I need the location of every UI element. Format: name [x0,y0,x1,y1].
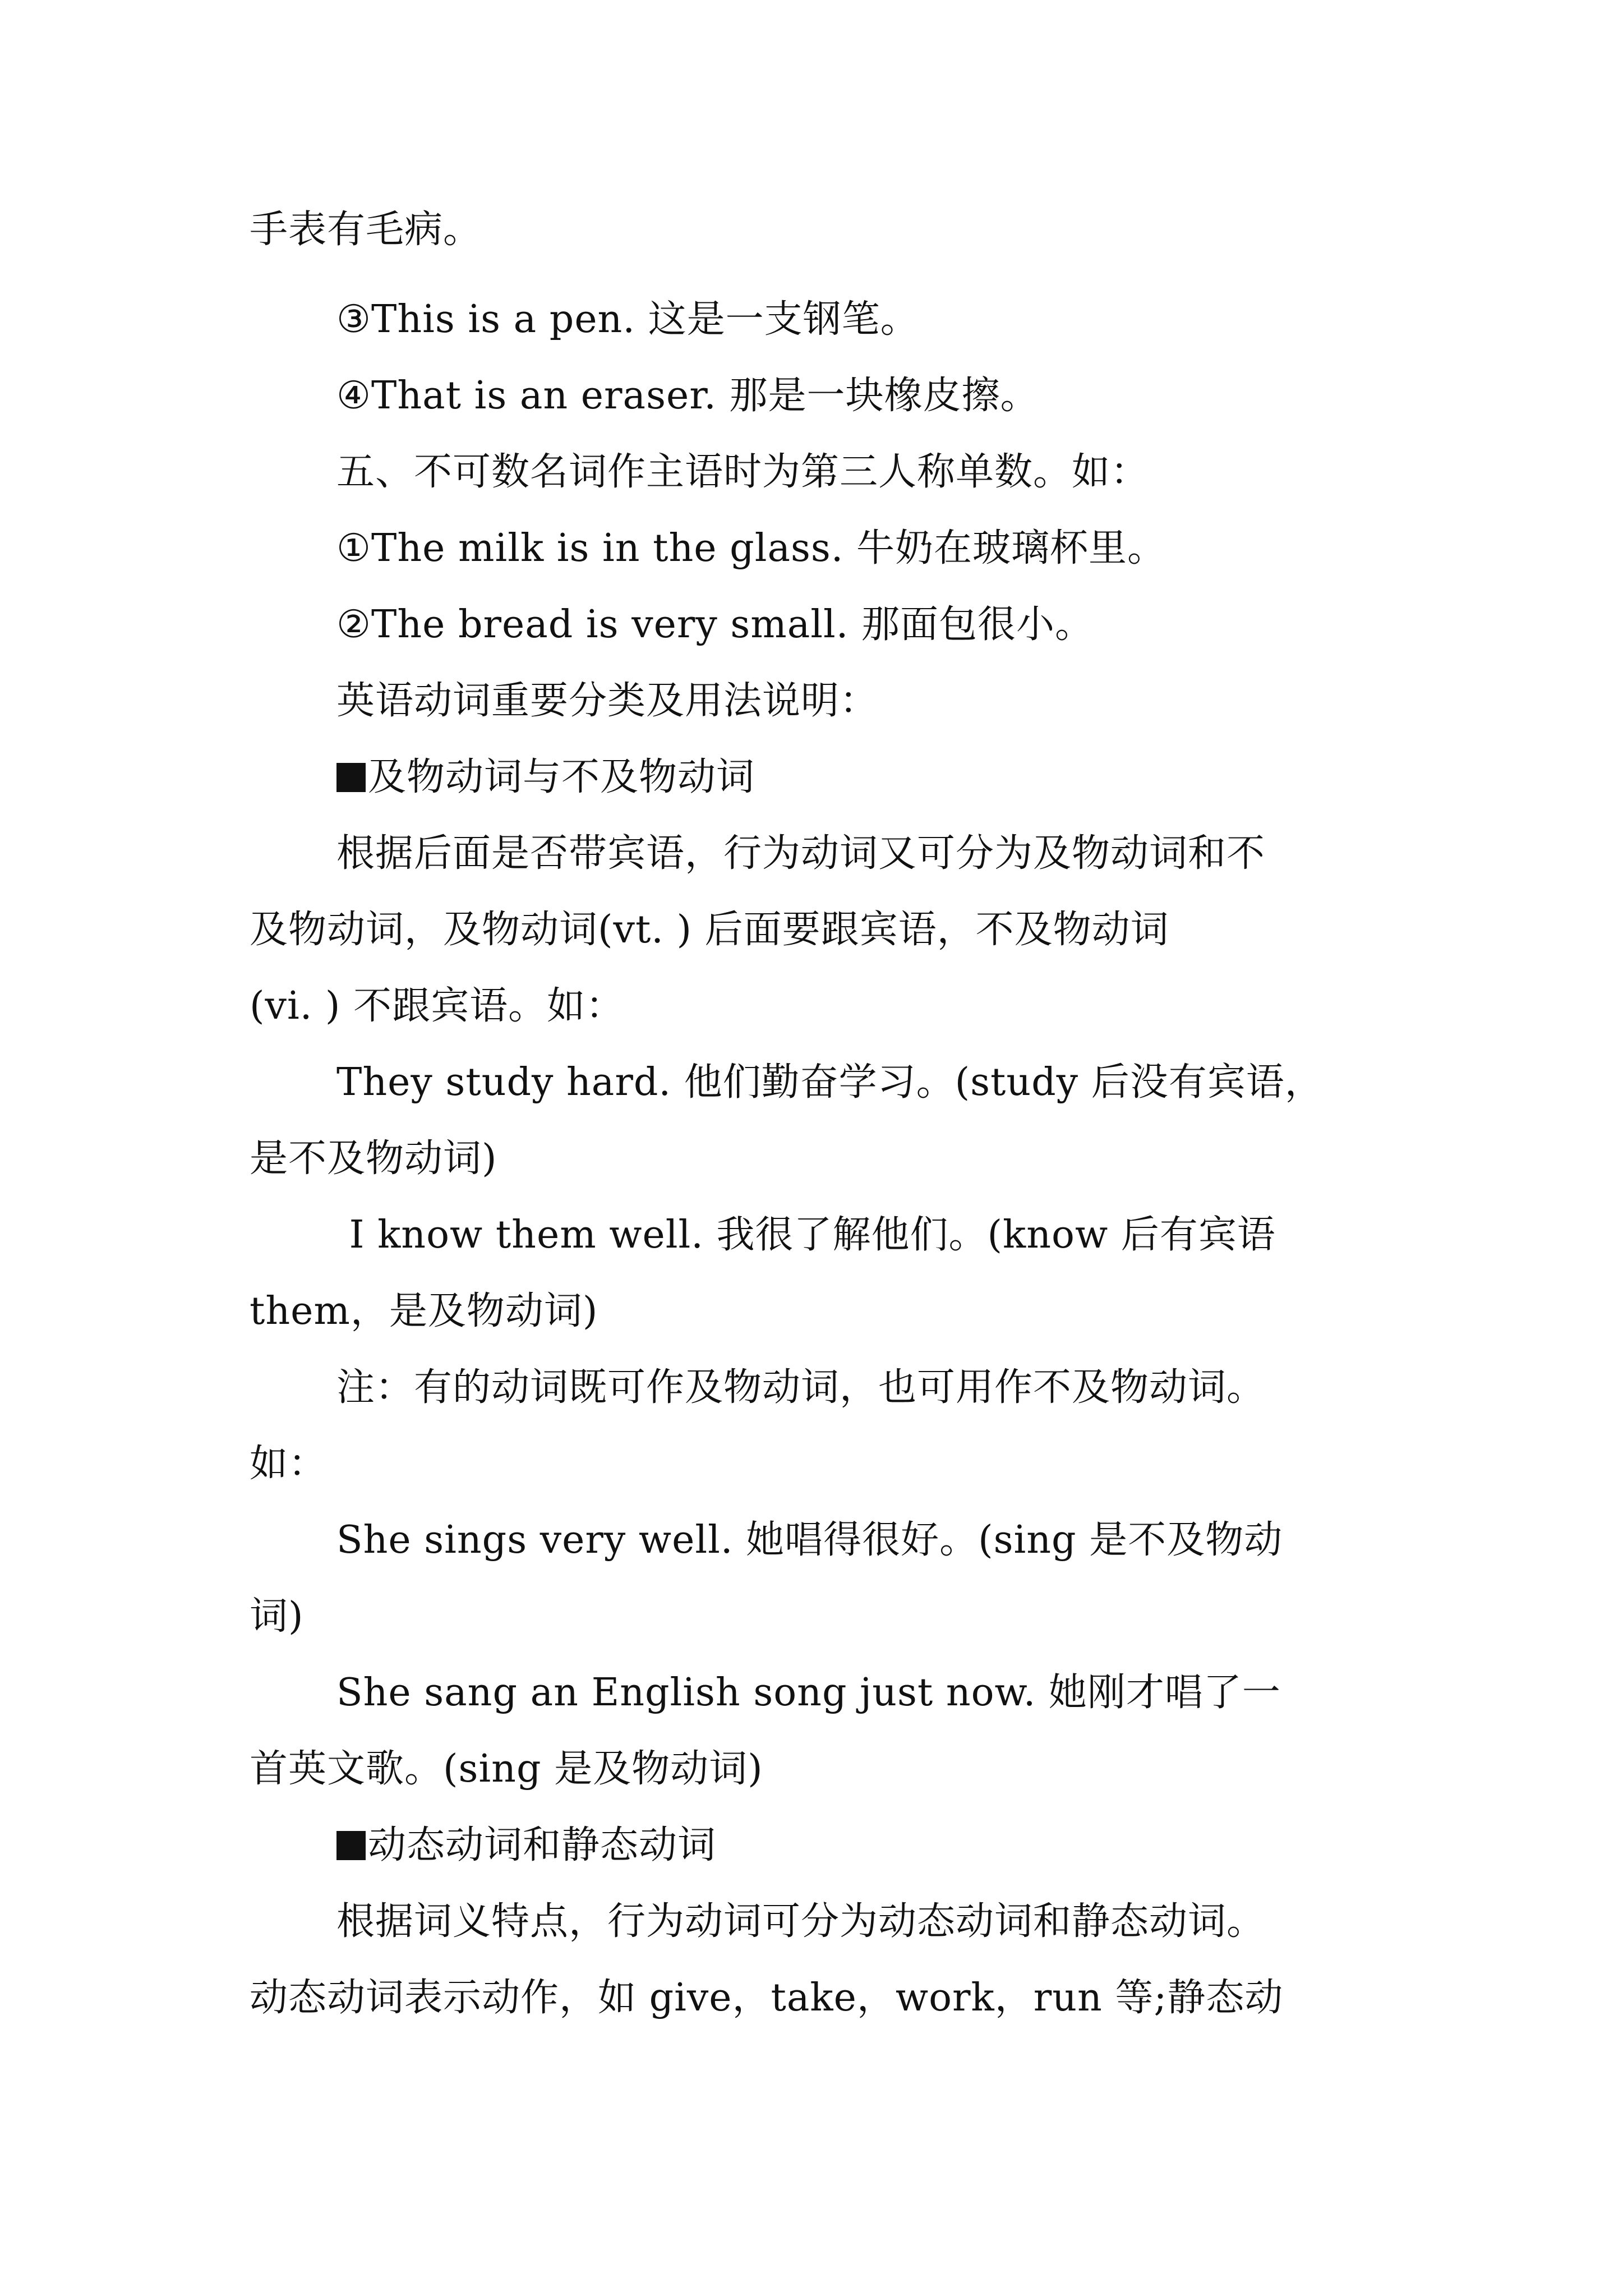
square-bullet-icon [336,763,366,792]
text-line: 动态动词表示动作，如 give，take，work，run 等;静态动 [250,1976,1284,2020]
text-line: 手表有毛病。 [250,208,482,252]
section-heading: 英语动词重要分类及用法说明： [336,679,879,723]
text-line: 词) [250,1594,304,1639]
subsection-heading [336,1818,716,1874]
text-line: 根据词义特点，行为动词可分为动态动词和静态动词。 [336,1899,1266,1944]
text-line: 根据后面是否带宾语，行为动词又可分为及物动词和不 [336,831,1266,876]
text-line: ④That is an eraser. 那是一块橡皮擦。 [336,374,1039,418]
text-line: them，是及物动词) [250,1289,598,1333]
text-line: ③This is a pen. 这是一支钢笔。 [336,297,919,342]
text-line: 注：有的动词既可作及物动词，也可用作不及物动词。 [336,1365,1266,1410]
subsection-heading-text: 动态动词和静态动词 [368,1823,717,1867]
text-line: She sings very well. 她唱得很好。(sing 是不及物动 [336,1518,1283,1562]
subsection-heading-text: 及物动词与不及物动词 [368,755,755,799]
text-line: They study hard. 他们勤奋学习。(study 后没有宾语， [336,1060,1324,1105]
text-line: 首英文歌。(sing 是及物动词) [250,1747,763,1791]
text-line: (vi. ) 不跟宾语。如： [250,984,625,1028]
text-line: ②The bread is very small. 那面包很小。 [336,602,1094,647]
text-line: I know them well. 我很了解他们。(know 后有宾语 [336,1213,1276,1257]
square-bullet-icon [336,1831,366,1860]
text-line: 是不及物动词) [250,1137,497,1181]
text-line: 及物动词，及物动词(vt. ) 后面要跟宾语，不及物动词 [250,908,1169,952]
text-line: ①The milk is in the glass. 牛奶在玻璃杯里。 [336,526,1166,570]
text-line: 五、不可数名词作主语时为第三人称单数。如： [336,450,1150,494]
text-line: 如： [250,1442,328,1486]
subsection-heading [336,749,755,806]
text-line: She sang an English song just now. 她刚才唱了一 [336,1671,1281,1715]
